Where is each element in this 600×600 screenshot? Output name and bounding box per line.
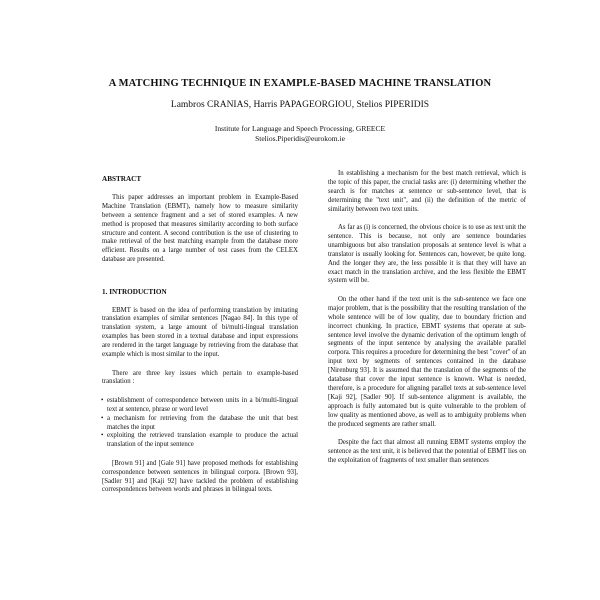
right-paragraph-3: On the other hand if the text unit is the sub-sentence we face one major problem, that is the possibility that the resulting translation of the whole sentence will be of low quality, due to boundary friction and incorrect chunking. In practice, EBMT systems that operate at sub-sentence level involve the dynamic derivation of the optimum length of segments of the input sentence by analysing the available parallel corpora. This requires a procedure for determining the best "cover" of an input text by segments of sentences contained in the database [Nirenburg 93]. It is assumed that the translation of the segments of the database that cover the input sentence is known. What is needed, therefore, is a procedure for aligning parallel texts at sub-sentence level [Kaji 92], [Sadler 90]. If sub-sentence alignment is available, the approach is fully automated but is quite vulnerable to the problem of low quality as mentioned above, as well as to ambiguity problems when the produced segments are rather small.: [328, 295, 526, 428]
intro-paragraph-1: EBMT is based on the idea of performing translation by imitating translation examples of similar sentences [Nagao 84]. In this type of translation system, a large amount of bi/multi-lingual translation examples has been stored in a textual database and input expressions are rendered in the target language by retrieving from the database that example which is most similar to the input.: [102, 306, 298, 359]
right-paragraph-1: In establishing a mechanism for the best match retrieval, which is the topic of this paper, the crucial tasks are: (i) determining whether the search is for matches at sentence or sub-sentence level, that is determining the "text unit", and (ii) the definition of the metric of similarity between two text units.: [328, 170, 526, 213]
right-paragraph-4: Despite the fact that almost all running EBMT systems employ the sentence as the text unit, it is believed that the potential of EBMT lies on the exploitation of fragments of text smaller than sentences: [328, 438, 526, 464]
intro-paragraph-2: There are three key issues which pertain to example-based translation :: [102, 369, 298, 386]
affiliation: Institute for Language and Speech Processing, GREECE: [214, 124, 386, 133]
list-item: • exploiting the retrieved translation example to produce the actual translation of the input sentence: [102, 432, 298, 450]
abstract-text: This paper addresses an important problem in Example-Based Machine Translation (EBMT), namely how to measure similarity between a sentence fragment and a set of stored examples. A new method is proposed that measures similarity according to both surface structure and content. A second contribution is the use of clustering to make retrieval of the best matching example from the database more efficient. Results on a large number of test cases from the CELEX database are presented.: [102, 193, 298, 264]
left-column: [102, 170, 298, 505]
affiliation-block: [0, 124, 600, 144]
right-column: [328, 170, 526, 475]
paper-title: A MATCHING TECHNIQUE IN EXAMPLE-BASED MACHINE TRANSLATION: [108, 78, 492, 89]
author-email: Stelios.Piperidis@eurokom.ie: [255, 134, 345, 143]
intro-paragraph-3: [Brown 91] and [Gale 91] have proposed methods for establishing correspondence between sentences in bilingual corpora. [Brown 93], [Sadler 91] and [Kaji 92] have tackled the problem of establishing correspondences between words and phrases in bilingual texts.: [102, 459, 298, 494]
introduction-heading: 1. INTRODUCTION: [102, 287, 167, 296]
paper-authors: Lambros CRANIAS, Harris PAPAGEORGIOU, Stelios PIPERIDIS: [170, 100, 430, 110]
key-issues-list: [102, 397, 298, 450]
abstract-heading: ABSTRACT: [102, 175, 142, 183]
right-paragraph-2: As far as (i) is concerned, the obvious choice is to use as text unit the sentence. This is because, not only are sentence boundaries unambiguous but also translation proposals at sentence level is what a translator is usually looking for. Sentences can, however, be quite long. And the longer they are, the less possible it is that they will have an exact match in the translation archive, and the less flexible the EBMT system will be.: [328, 224, 526, 285]
list-item: • a mechanism for retrieving from the database the unit that best matches the input: [102, 415, 298, 433]
list-item: • establishment of correspondence between units in a bi/multi-lingual text at sentence, phrase or word level: [102, 397, 298, 415]
